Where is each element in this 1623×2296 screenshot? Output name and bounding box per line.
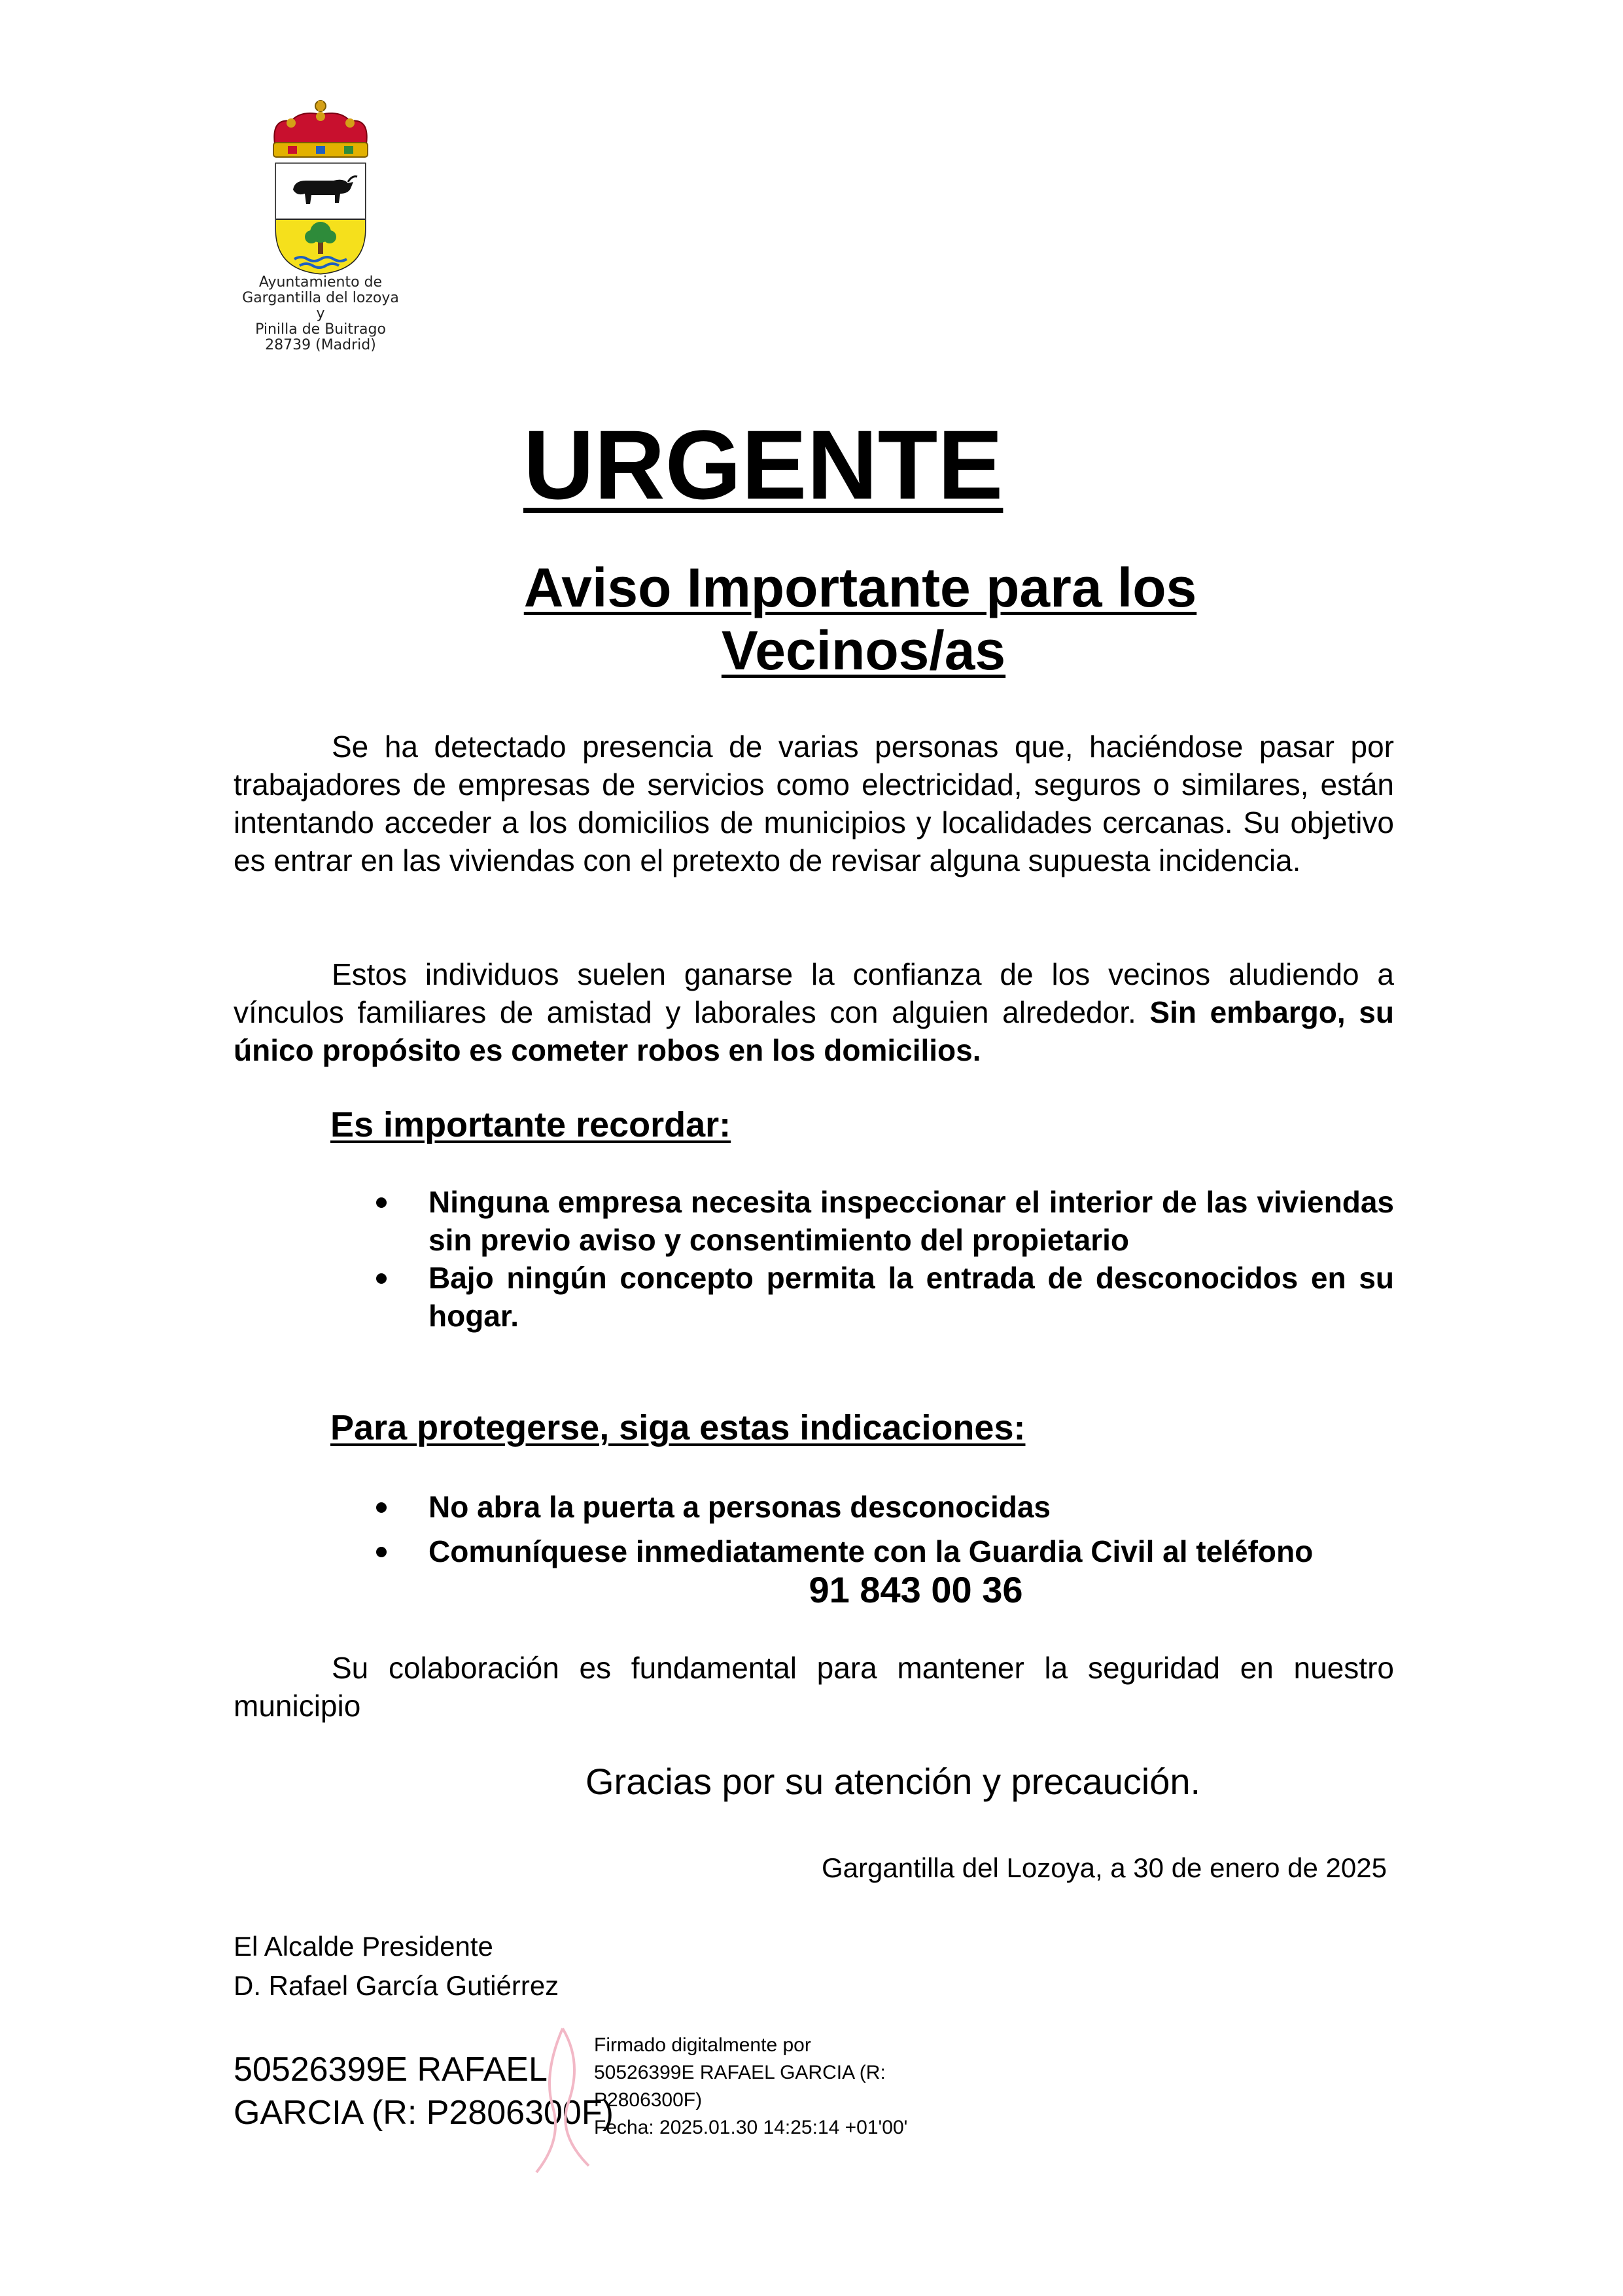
paragraph-3-text: Su colaboración es fundamental para mantener la seguridad en nuestro municipio	[234, 1651, 1394, 1723]
remember-heading: Es importante recordar:	[330, 1105, 731, 1144]
municipality-line: Ayuntamiento de	[258, 274, 383, 291]
digital-line-4: Fecha: 2025.01.30 14:25:14 +01'00'	[594, 2117, 908, 2138]
bullet-icon	[376, 1547, 387, 1557]
list-item-text: Bajo ningún concepto permita la entrada de desconocidos en su hogar.	[428, 1261, 1394, 1333]
paragraph-2	[234, 955, 1394, 1069]
subtitle-line-2: Vecinos/as	[721, 620, 1006, 681]
digital-line-3: P2806300F)	[594, 2089, 703, 2111]
list-item-text: Ninguna empresa necesita inspeccionar el interior de las viviendas sin previo aviso y consentimiento del propietario	[428, 1185, 1394, 1257]
municipality-line: Pinilla de Buitrago	[255, 321, 386, 338]
bullet-icon	[376, 1273, 387, 1284]
subtitle-line-1: Aviso Importante para los	[523, 557, 1197, 618]
list-item-text: Comuníquese inmediatamente con la Guardia Civil al teléfono	[428, 1534, 1314, 1568]
crown-icon	[273, 101, 368, 157]
remember-list	[376, 1183, 1394, 1335]
list-item	[376, 1259, 1394, 1335]
paragraph-1	[234, 728, 1394, 879]
municipality-line: y	[316, 306, 325, 322]
thanks-line: Gracias por su atención y precaución.	[585, 1761, 1201, 1802]
municipality-block	[216, 275, 425, 353]
list-item	[376, 1183, 1394, 1259]
digital-signature-details	[594, 2032, 907, 2142]
page-title: URGENTE	[523, 410, 1003, 520]
protect-list	[376, 1488, 1394, 1570]
municipality-line: Gargantilla del lozoya	[242, 290, 399, 306]
guardia-civil-phone: 91 843 00 36	[809, 1569, 1023, 1610]
page-subtitle	[458, 556, 1263, 682]
municipal-coat-of-arms-icon	[262, 98, 379, 275]
place-date: Gargantilla del Lozoya, a 30 de enero de 2025	[822, 1852, 1387, 1883]
mayor-name: D. Rafael García Gutiérrez	[234, 1970, 559, 2001]
list-item	[376, 1532, 1394, 1570]
paragraph-1-text: Se ha detectado presencia de varias personas que, haciéndose pasar por trabajadores de empresas de servicios como electricidad, seguros o similares, están intentando acceder a los domicilios de municipios y localidades cercanas. Su objetivo es entrar en las viviendas con el pretexto de revisar alguna supuesta incidencia.	[234, 730, 1394, 877]
bullet-icon	[376, 1502, 387, 1513]
list-item	[376, 1488, 1394, 1526]
digital-line-1: Firmado digitalmente por	[594, 2034, 811, 2056]
signer-line-1: 50526399E RAFAEL	[234, 2051, 548, 2089]
paragraph-2-bold-text: Sin embargo, su único propósito es cometer robos en los domicilios.	[234, 995, 1394, 1067]
paragraph-3	[234, 1649, 1394, 1725]
municipality-line: 28739 (Madrid)	[265, 337, 376, 353]
list-item-text: No abra la puerta a personas desconocidas	[428, 1490, 1051, 1524]
digital-line-2: 50526399E RAFAEL GARCIA (R:	[594, 2062, 886, 2083]
bullet-icon	[376, 1197, 387, 1208]
mayor-title: El Alcalde Presidente	[234, 1931, 493, 1962]
protect-heading: Para protegerse, siga estas indicaciones:	[330, 1408, 1026, 1447]
paragraph-2-text: Estos individuos suelen ganarse la confianza de los vecinos aludiendo a vínculos familiares de amistad y laborales con alguien alrededor.	[234, 957, 1394, 1029]
signer-line-2: GARCIA (R: P2806300F)	[234, 2094, 614, 2132]
